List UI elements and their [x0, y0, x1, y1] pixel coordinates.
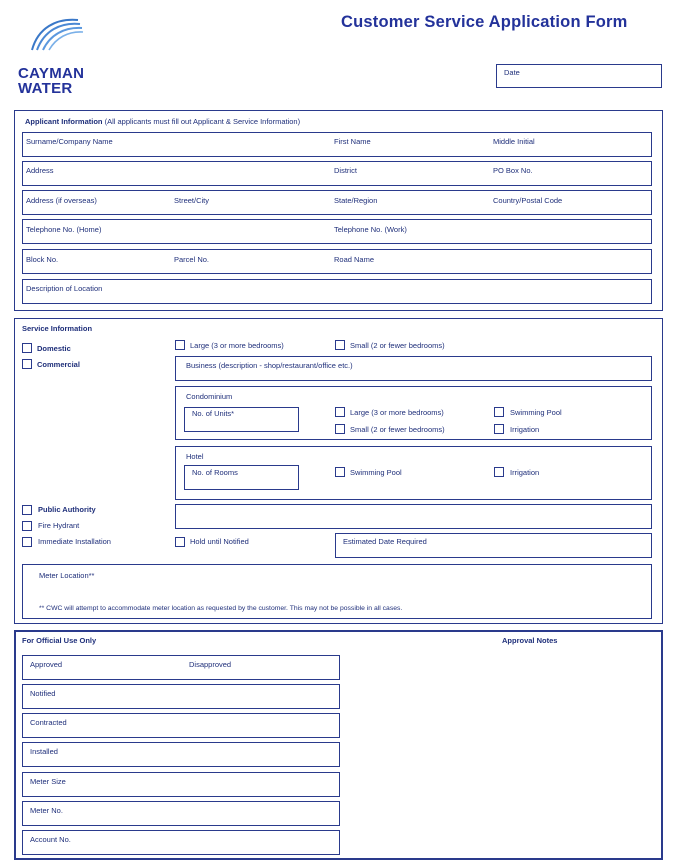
immediate-installation-label: Immediate Installation [38, 537, 111, 546]
installed-field[interactable] [22, 742, 340, 767]
block-no-label: Block No. [26, 255, 59, 264]
approval-notes-heading: Approval Notes [502, 636, 558, 645]
location-description-field[interactable] [22, 279, 652, 304]
domestic-label: Domestic [37, 344, 71, 353]
condo-irrigation-label: Irrigation [510, 425, 540, 434]
meter-size-label: Meter Size [30, 777, 66, 786]
no-rooms-label: No. of Rooms [192, 468, 238, 477]
overseas-address-row[interactable] [22, 190, 652, 215]
hold-until-notified-label: Hold until Notified [190, 537, 249, 546]
estimated-date-label: Estimated Date Required [343, 537, 427, 546]
contracted-field[interactable] [22, 713, 340, 738]
condo-swimming-pool-checkbox[interactable] [494, 407, 504, 417]
parcel-no-label: Parcel No. [174, 255, 210, 264]
large-checkbox[interactable] [175, 340, 185, 350]
date-field[interactable] [496, 64, 662, 88]
large-label: Large (3 or more bedrooms) [190, 341, 284, 350]
business-label: Business (description - shop/restaurant/office etc.) [186, 361, 353, 370]
location-desc-label: Description of Location [26, 284, 103, 293]
approved-row[interactable] [22, 655, 340, 680]
hotel-irrigation-checkbox[interactable] [494, 467, 504, 477]
public-authority-checkbox[interactable] [22, 505, 32, 515]
approved-label: Approved [30, 660, 63, 669]
meter-size-field[interactable] [22, 772, 340, 797]
meter-no-label: Meter No. [30, 806, 63, 815]
brand-line-1: CAYMAN [18, 65, 85, 82]
condo-large-label: Large (3 or more bedrooms) [350, 408, 444, 417]
first-name-label: First Name [334, 137, 371, 146]
estimated-date-field[interactable] [335, 533, 652, 558]
applicant-heading-line [25, 118, 300, 126]
commercial-checkbox[interactable] [22, 359, 32, 369]
tel-work-label: Telephone No. (Work) [334, 225, 407, 234]
applicant-note: (All applicants must fill out Applicant & Service Information) [104, 117, 301, 126]
immediate-installation-checkbox[interactable] [22, 537, 32, 547]
fire-hydrant-label: Fire Hydrant [38, 521, 80, 530]
condominium-label: Condominium [186, 392, 233, 401]
small-checkbox[interactable] [335, 340, 345, 350]
block-parcel-row[interactable] [22, 249, 652, 274]
hotel-irrigation-label: Irrigation [510, 468, 540, 477]
commercial-label: Commercial [37, 360, 80, 369]
no-rooms-field[interactable] [184, 465, 299, 490]
notified-field[interactable] [22, 684, 340, 709]
address-overseas-label: Address (if overseas) [26, 196, 97, 205]
public-authority-field[interactable] [175, 504, 652, 529]
hotel-swimming-pool-checkbox[interactable] [335, 467, 345, 477]
telephone-row[interactable] [22, 219, 652, 244]
business-description-field[interactable] [175, 356, 652, 381]
no-units-field[interactable] [184, 407, 299, 432]
notified-label: Notified [30, 689, 56, 698]
hold-until-notified-checkbox[interactable] [175, 537, 185, 547]
service-heading: Service Information [22, 324, 93, 333]
hotel-label: Hotel [186, 452, 204, 461]
middle-initial-label: Middle Initial [493, 137, 535, 146]
brand-name [18, 66, 84, 96]
fire-hydrant-checkbox[interactable] [22, 521, 32, 531]
cayman-water-logo-swirl-icon [26, 16, 86, 54]
meter-location-label: Meter Location** [39, 571, 95, 580]
condo-large-checkbox[interactable] [335, 407, 345, 417]
public-authority-label: Public Authority [38, 505, 96, 514]
form-title: Customer Service Application Form [341, 13, 628, 31]
installed-label: Installed [30, 747, 58, 756]
meter-location-footnote: ** CWC will attempt to accommodate meter location as requested by the customer. This may not be possible in all cases. [39, 605, 403, 612]
small-label: Small (2 or fewer bedrooms) [350, 341, 445, 350]
brand-line-2: WATER [18, 80, 73, 97]
country-postal-label: Country/Postal Code [493, 196, 563, 205]
tel-home-label: Telephone No. (Home) [26, 225, 102, 234]
meter-location-field[interactable] [22, 564, 652, 619]
address-row[interactable] [22, 161, 652, 186]
condo-small-label: Small (2 or fewer bedrooms) [350, 425, 445, 434]
account-no-field[interactable] [22, 830, 340, 855]
condo-swimming-pool-label: Swimming Pool [510, 408, 562, 417]
contracted-label: Contracted [30, 718, 67, 727]
official-use-heading: For Official Use Only [22, 636, 97, 645]
account-no-label: Account No. [30, 835, 71, 844]
condo-irrigation-checkbox[interactable] [494, 424, 504, 434]
address-label: Address [26, 166, 54, 175]
state-region-label: State/Region [334, 196, 378, 205]
hotel-swimming-pool-label: Swimming Pool [350, 468, 402, 477]
surname-label: Surname/Company Name [26, 137, 113, 146]
street-city-label: Street/City [174, 196, 210, 205]
no-units-label: No. of Units* [192, 409, 235, 418]
district-label: District [334, 166, 357, 175]
meter-no-field[interactable] [22, 801, 340, 826]
applicant-heading: Applicant Information [25, 117, 103, 126]
domestic-checkbox[interactable] [22, 343, 32, 353]
name-row[interactable] [22, 132, 652, 157]
po-box-label: PO Box No. [493, 166, 533, 175]
disapproved-label: Disapproved [189, 660, 232, 669]
condo-small-checkbox[interactable] [335, 424, 345, 434]
road-name-label: Road Name [334, 255, 375, 264]
date-label: Date [504, 68, 520, 77]
